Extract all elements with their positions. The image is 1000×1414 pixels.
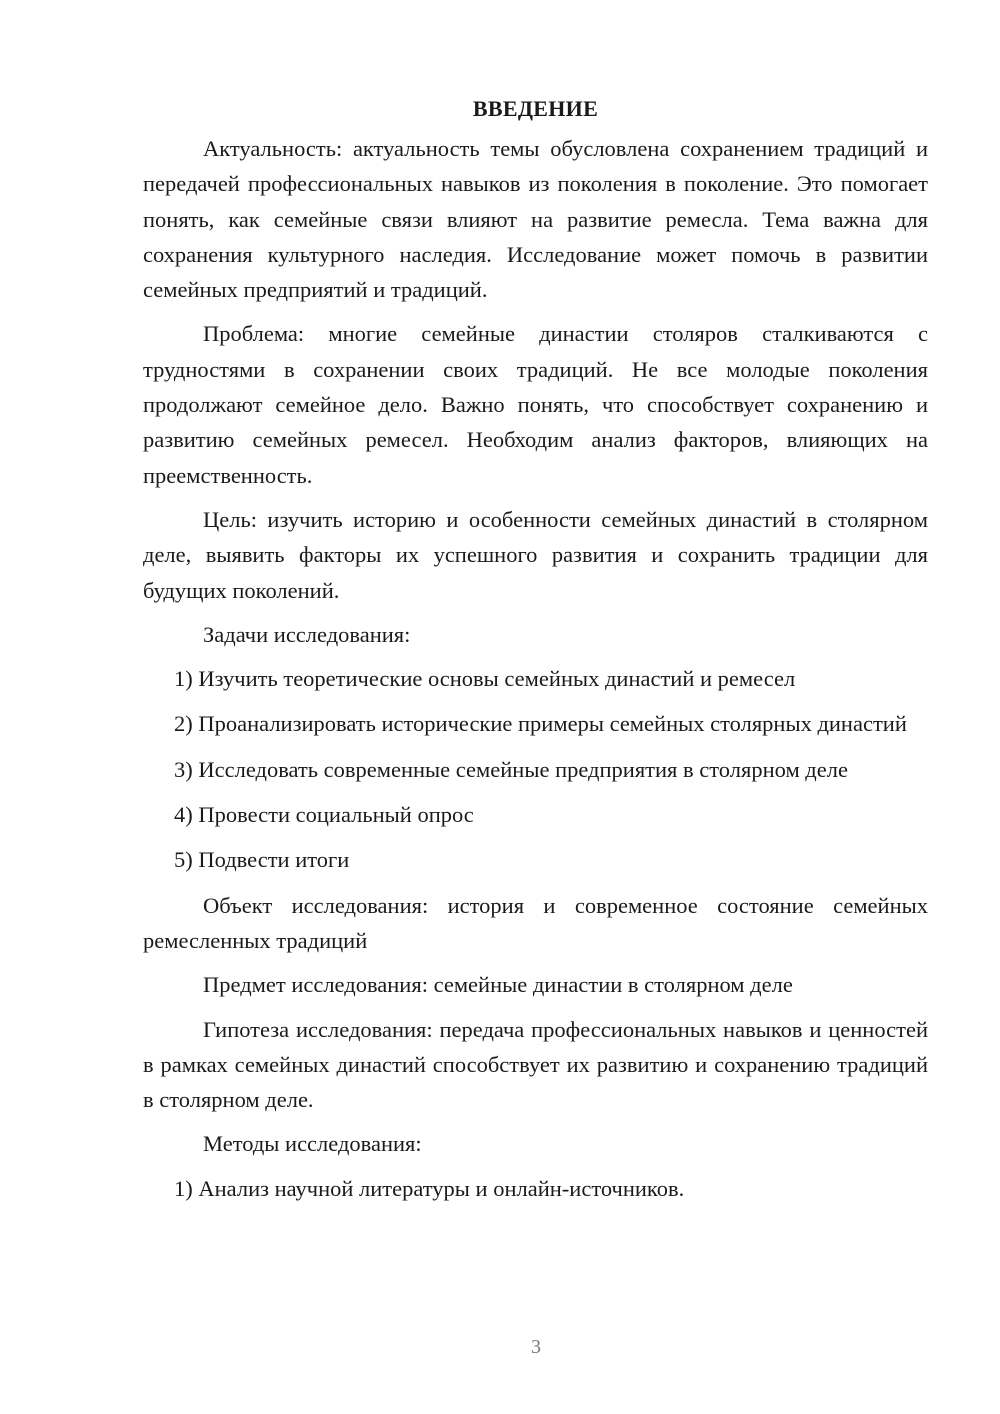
problem-paragraph: Проблема: многие семейные династии столяров сталкиваются с трудностями в сохранении своих традиций. Не все молодые поколения продолжают семейное дело. Важно понять, что способствует сохранению и развитию семейных ремесел. Необходим анализ факторов, влияющих на преемственность. (143, 321, 928, 488)
methods-title: Методы исследования: (203, 1131, 422, 1157)
task-item-3: 3) Исследовать современные семейные предприятия в столярном деле (174, 756, 848, 782)
relevance-paragraph: Актуальность: актуальность темы обусловлена сохранением традиций и передачей профессиональных навыков из поколения в поколение. Это помогает понять, как семейные связи влияют на развитие ремесла. Тема важна для сохранения культурного наследия. Исследование может помочь в развитии семейных предприятий и традиций. (143, 136, 928, 303)
tasks-list (143, 661, 928, 877)
task-item-5: 5) Подвести итоги (174, 847, 350, 873)
method-item-1: 1) Анализ научной литературы и онлайн-источников. (174, 1175, 685, 1201)
tasks-title: Задачи исследования: (203, 621, 411, 647)
goal-paragraph: Цель: изучить историю и особенности семейных династий в столярном деле, выявить факторы их успешного развития и сохранить традиции для будущих поколений. (143, 506, 928, 603)
section-heading: ВВЕДЕНИЕ (472, 96, 599, 121)
object-paragraph: Объект исследования: история и современное состояние семейных ремесленных традиций (143, 892, 928, 953)
methods-list (143, 1171, 928, 1206)
hypothesis-paragraph: Гипотеза исследования: передача профессиональных навыков и ценностей в рамках семейных династий способствует их развитию и сохранению традиций в столярном деле. (143, 1016, 928, 1113)
page-content (143, 93, 928, 1216)
task-item-2: 2) Проанализировать исторические примеры семейных столярных династий (174, 711, 907, 737)
page-number: 3 (531, 1336, 541, 1358)
task-item-1: 1) Изучить теоретические основы семейных династий и ремесел (174, 666, 796, 692)
subject-paragraph: Предмет исследования: семейные династии в столярном деле (203, 972, 793, 998)
task-item-4: 4) Провести социальный опрос (174, 802, 474, 828)
